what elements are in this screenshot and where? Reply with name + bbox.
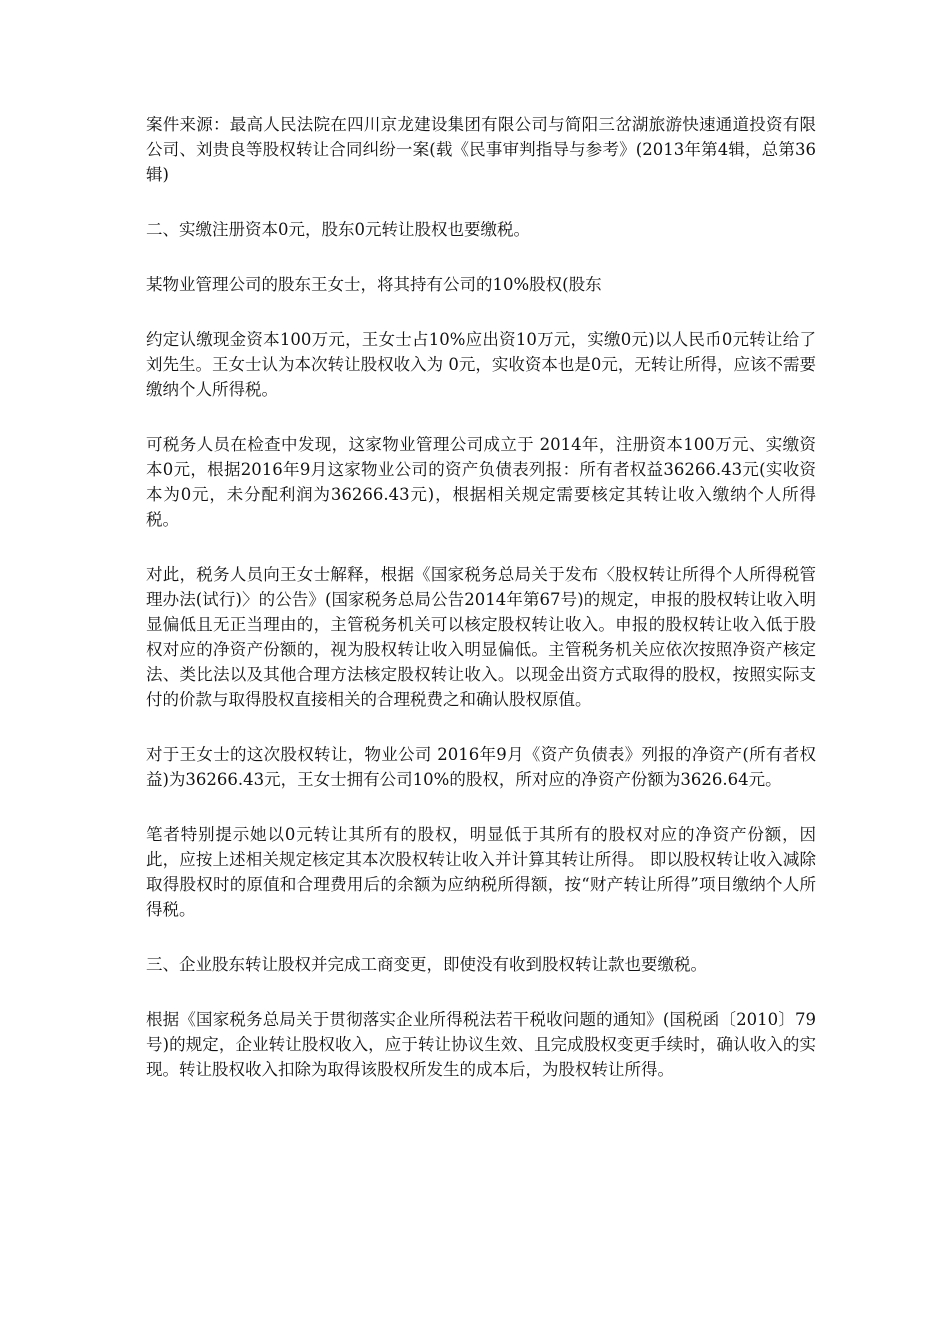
- paragraph-regulation: 根据《国家税务总局关于贯彻落实企业所得税法若干税收问题的通知》(国税函〔2010〕79号)的规定，企业转让股权收入，应于转让协议生效、且完成股权变更手续时，确认收入的实现。转让股权收入扣除为取得该股权所发生的成本后，为股权转让所得。: [146, 1010, 816, 1079]
- heading-section-three: 三、企业股东转让股权并完成工商变更，即使没有收到股权转让款也要缴税。: [146, 955, 707, 974]
- paragraph-net-assets: 对于王女士的这次股权转让，物业公司 2016年9月《资产负债表》列报的净资产(所有者权益)为36266.43元，王女士拥有公司10%的股权，所对应的净资产份额为3626.64元。: [146, 745, 816, 789]
- paragraph-author-note: 笔者特别提示她以0元转让其所有的股权，明显低于其所有的股权对应的净资产份额，因此，应按上述相关规定核定其本次股权转让收入并计算其转让所得。 即以股权转让收入减除取得股权时的原值和合理费用后的余额为应纳税所得额，按“财产转让所得”项目缴纳个人所得税。: [146, 825, 816, 919]
- paragraph-example-intro: 某物业管理公司的股东王女士，将其持有公司的10%股权(股东: [146, 275, 602, 294]
- paragraph-example-detail: 约定认缴现金资本100万元，王女士占10%应出资10万元，实缴0元)以人民币0元转让给了刘先生。王女士认为本次转让股权收入为 0元，实收资本也是0元，无转让所得，应该不需要缴纳个人所得税。: [146, 330, 816, 399]
- paragraph-case-source: 案件来源：最高人民法院在四川京龙建设集团有限公司与简阳三岔湖旅游快速通道投资有限公司、刘贵良等股权转让合同纠纷一案(载《民事审判指导与参考》(2013年第4辑，总第36辑): [146, 115, 816, 184]
- document-body: [146, 112, 816, 1112]
- paragraph-tax-explanation: 对此，税务人员向王女士解释，根据《国家税务总局关于发布〈股权转让所得个人所得税管理办法(试行)〉的公告》(国家税务总局公告2014年第67号)的规定，申报的股权转让收入明显偏低且无正当理由的，主管税务机关可以核定股权转让收入。申报的股权转让收入低于股权对应的净资产份额的，视为股权转让收入明显偏低。主管税务机关应依次按照净资产核定法、类比法以及其他合理方法核定股权转让收入。以现金出资方式取得的股权，按照实际支付的价款与取得股权直接相关的合理税费之和确认股权原值。: [146, 565, 816, 709]
- heading-section-two: 二、实缴注册资本0元，股东0元转让股权也要缴税。: [146, 220, 530, 239]
- paragraph-tax-inspection: 可税务人员在检查中发现，这家物业管理公司成立于 2014年，注册资本100万元、实缴资本0元，根据2016年9月这家物业公司的资产负债表列报：所有者权益36266.43元(实收资本为0元，未分配利润为36266.43元)，根据相关规定需要核定其转让收入缴纳个人所得税。: [146, 435, 816, 529]
